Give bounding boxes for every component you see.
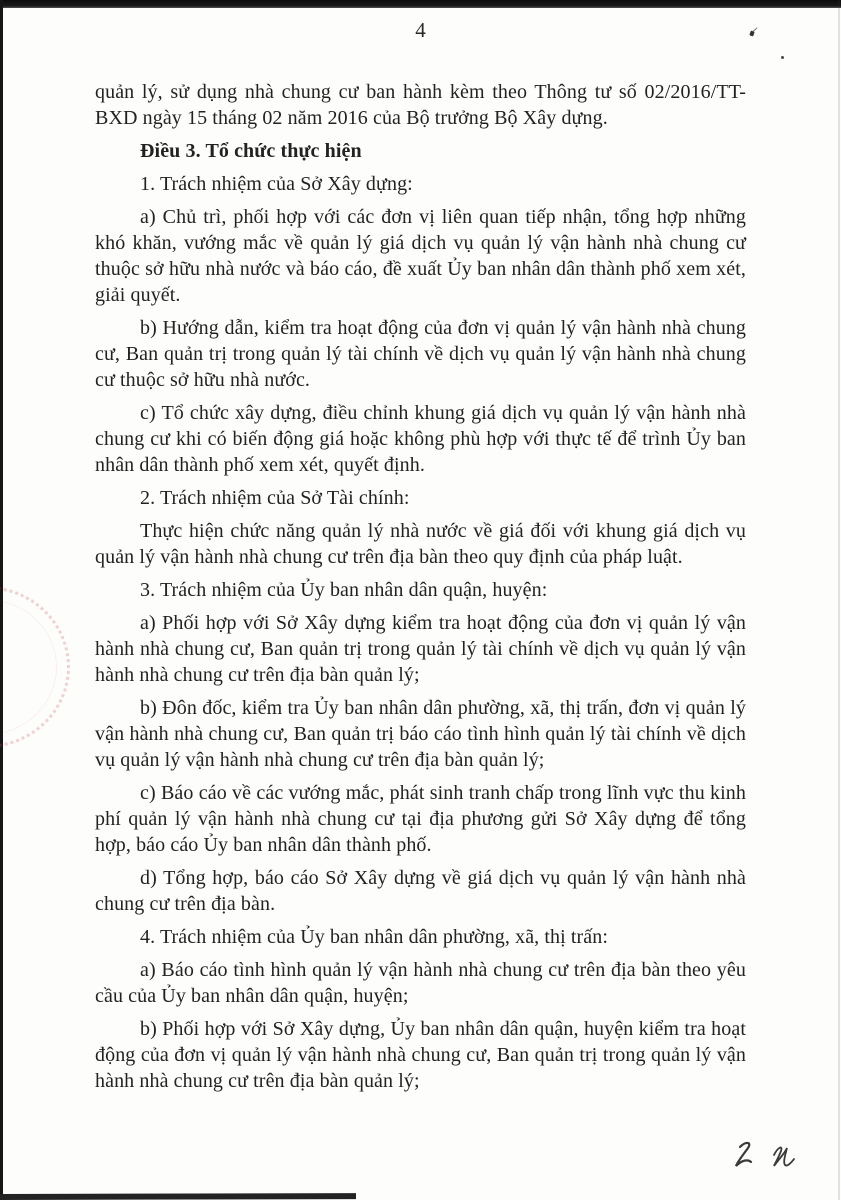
paragraph-item: 1. Trách nhiệm của Sở Xây dựng: — [140, 173, 413, 195]
paragraph-item: 4. Trách nhiệm của Ủy ban nhân dân phường, xã, thị trấn: — [140, 926, 609, 948]
paragraph-continuation: quản lý, sử dụng nhà chung cư ban hành kèm theo Thông tư số 02/2016/TT-BXD ngày 15 tháng 02 năm 2016 của Bộ trưởng Bộ Xây dựng. — [95, 81, 746, 129]
paragraph-item: Thực hiện chức năng quản lý nhà nước về giá đối với khung giá dịch vụ quản lý vận hành nhà chung cư trên địa bàn theo quy định của pháp luật. — [95, 520, 746, 568]
paragraph-item: b) Phối hợp với Sở Xây dựng, Ủy ban nhân dân quận, huyện kiểm tra hoạt động của đơn vị quản lý vận hành nhà chung cư, Ban quản trị trong quản lý vận hành nhà chung cư trên địa bàn quản lý; — [95, 1018, 746, 1092]
paragraph-item: c) Tổ chức xây dựng, điều chỉnh khung giá dịch vụ quản lý vận hành nhà chung cư khi có biến động giá hoặc không phù hợp với thực tế để trình Ủy ban nhân dân thành phố xem xét, quyết định. — [95, 402, 746, 476]
paragraph-item: 3. Trách nhiệm của Ủy ban nhân dân quận, huyện: — [140, 579, 548, 601]
signature-initials-icon — [722, 1133, 807, 1181]
paragraph-item: a) Báo cáo tình hình quản lý vận hành nhà chung cư trên địa bàn theo yêu cầu của Ủy ban nhân dân quận, huyện; — [95, 959, 746, 1007]
paragraph-item: c) Báo cáo về các vướng mắc, phát sinh tranh chấp trong lĩnh vực thu kinh phí quản lý vận hành nhà chung cư tại địa phương gửi Sở Xây dựng để tổng hợp, báo cáo Ủy ban nhân dân thành phố. — [95, 782, 746, 856]
scan-edge-bottom — [0, 1193, 356, 1200]
paragraph-item: b) Đôn đốc, kiểm tra Ủy ban nhân dân phường, xã, thị trấn, đơn vị quản lý vận hành nhà chung cư, Ban quản trị báo cáo tình hình quản lý tài chính về dịch vụ quản lý vận hành nhà chung cư trên địa bàn quản lý; — [95, 697, 746, 771]
ink-speck-icon — [781, 56, 784, 59]
document-body — [95, 79, 746, 1101]
paragraph-heading: Điều 3. Tổ chức thực hiện — [140, 140, 362, 162]
paragraph-item: 2. Trách nhiệm của Sở Tài chính: — [140, 487, 410, 509]
red-stamp-partial-icon — [0, 586, 70, 748]
page-number: 4 — [415, 18, 426, 42]
scan-edge-right — [838, 0, 840, 1200]
paragraph-item: d) Tổng hợp, báo cáo Sở Xây dựng về giá dịch vụ quản lý vận hành nhà chung cư trên địa bàn. — [95, 867, 746, 915]
paragraph-item: a) Chủ trì, phối hợp với các đơn vị liên quan tiếp nhận, tổng hợp những khó khăn, vướng mắc về quản lý giá dịch vụ quản lý vận hành nhà chung cư thuộc sở hữu nhà nước và báo cáo, đề xuất Ủy ban nhân dân thành phố xem xét, giải quyết. — [95, 206, 746, 306]
paragraph-item: b) Hướng dẫn, kiểm tra hoạt động của đơn vị quản lý vận hành nhà chung cư, Ban quản trị trong quản lý tài chính về dịch vụ quản lý vận hành nhà chung cư thuộc sở hữu nhà nước. — [95, 317, 746, 391]
scan-edge-top — [0, 0, 841, 8]
paragraph-item: a) Phối hợp với Sở Xây dựng kiểm tra hoạt động của đơn vị quản lý vận hành nhà chung cư, Ban quản trị trong quản lý tài chính về dịch vụ quản lý vận hành nhà chung cư trên địa bàn quản lý; — [95, 612, 746, 686]
